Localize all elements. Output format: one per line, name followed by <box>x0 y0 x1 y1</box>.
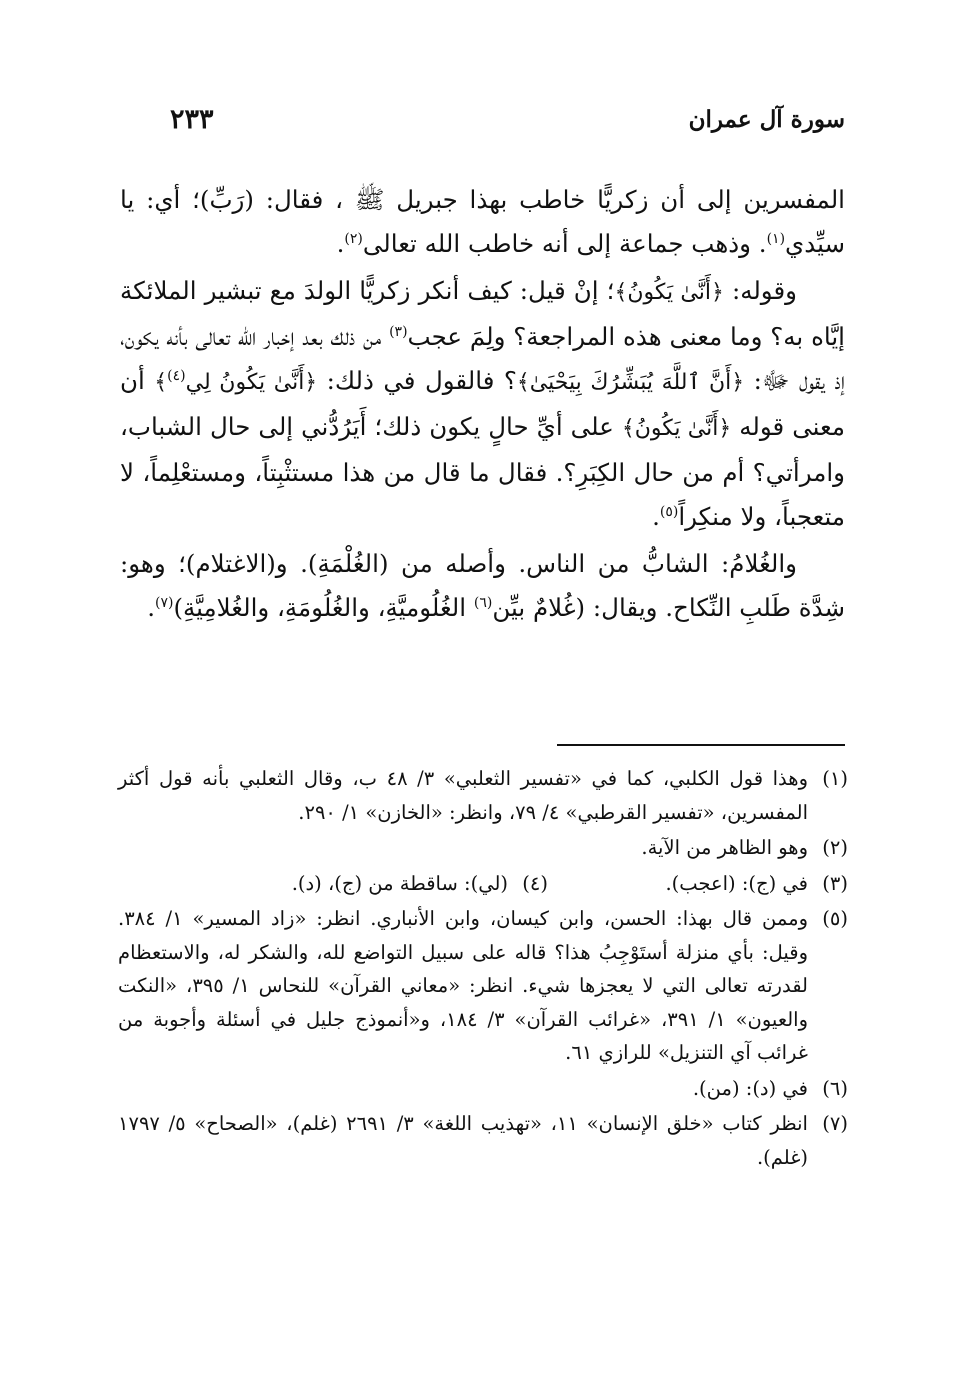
paragraph-3 <box>120 542 845 630</box>
footnote-number: (٣) <box>822 871 848 895</box>
footnote-4 <box>148 867 548 901</box>
quran-verse-close: ﴾ <box>154 370 168 395</box>
footnote-pair <box>118 867 848 901</box>
text-run: ؛ إنْ قيل: كيف أنكر زكريًّا الولدَ مع تبشير الملائكة إيَّاه به؟ وما معنى هذه المراجعة؟ ولِمَ عجب <box>120 276 845 351</box>
text-run: . وذهب جماعة إلى أنه خاطب الله تعالى <box>362 229 767 258</box>
quran-verse: ﴿أَنَّ ٱللَّهَ يُبَشِّرُكَ بِيَحْيَىٰ﴾ <box>516 370 745 395</box>
paragraph-1 <box>120 178 845 266</box>
footnote-number: (٧) <box>822 1112 848 1135</box>
footnote-number: (١) <box>822 767 848 790</box>
footnote-text: في (ج): (اعجب). <box>665 871 808 895</box>
text-run: والغُلامُ: الشابُّ من الناس. وأصله من (الغُلْمَةِ). و(الاغتلام)؛ وهو: شِدَّة طَلبِ النِّكاح. ويقال: (غُلامٌ بيِّن <box>120 549 845 622</box>
footnote-ref-3: (٣) <box>389 323 408 340</box>
footnote-1 <box>118 762 848 829</box>
paragraph-2 <box>120 269 845 539</box>
text-run: وقوله: <box>723 276 797 305</box>
footnote-text: وممن قال بهذا: الحسن، وابن كيسان، وابن الأنباري. انظر: «زاد المسير» ١/ ٣٨٤. وقيل: بأي منزلة أستَوْجِبُ هذا؟ قاله على سبيل التواضع لله، والشكر له، والاستعظام لقدرته تعالى التي لا يعجزها شيء. انظر: «معاني القرآن» للنحاس ١/ ٣٩٥، «النكت والعيون» ١/ ٣٩١، «غرائب القرآن» ٣/ ١٨٤، و«أنموذج جليل في أسئلة وأجوبة من غرائب آي التنزيل» للرازي ٦١. <box>118 907 809 1064</box>
footnote-text: في (د): (من). <box>692 1076 808 1100</box>
footnote-number: (٢) <box>822 836 848 859</box>
footnotes <box>118 762 848 1176</box>
quran-verse: ﴿أَنَّىٰ يَكُونُ﴾ <box>621 416 732 441</box>
footnote-text: (لي): ساقطة من (ج)، (د). <box>291 871 508 895</box>
footnote-text: وهو الظاهر من الآية. <box>641 836 808 859</box>
footnote-6 <box>118 1072 848 1106</box>
footnote-2 <box>118 831 848 865</box>
page-header <box>130 106 845 146</box>
text-run: ؟ فالقول في ذلك: <box>317 366 517 395</box>
footnote-number: (٥) <box>822 907 848 930</box>
surah-title: سورة آل عمران <box>688 106 845 133</box>
text-run: المفسرين إلى أن زكريًّا خاطب بهذا جبريل ﷺ ، فقال: (رَبِّ)؛ أي: يا سيِّدي <box>120 185 845 258</box>
quran-verse: ﴿أَنَّىٰ يَكُونُ لِي <box>185 370 318 395</box>
footnote-ref-5: (٥) <box>659 503 679 520</box>
footnote-text: انظر كتاب «خلق الإنسان» ١١، «تهذيب اللغة» ٣/ ٢٦٩١ (غلم)، «الصحاح» ٥/ ١٧٩٧ (غلم). <box>118 1112 808 1169</box>
page-number: ٢٣٣ <box>170 104 214 135</box>
footnote-3 <box>548 867 848 901</box>
footnote-ref-7: (٧) <box>154 594 174 611</box>
footnote-ref-1: (١) <box>766 230 786 247</box>
text-run: . <box>336 229 345 258</box>
footnote-7 <box>118 1107 848 1174</box>
footnote-5 <box>118 902 848 1070</box>
text-run: الغُلُوميَّةِ، والغُلُومَةِ، والغُلامِيَّةِ) <box>173 593 474 622</box>
text-run: . <box>652 502 660 531</box>
text-run: من ذلك بعد إخبار الله تعالى بأنه يكون، إذ يقول ﷻ: <box>120 322 845 395</box>
footnote-number: (٤) <box>522 871 548 895</box>
text-run: . <box>147 593 155 622</box>
text-run: أن معنى قوله <box>120 366 845 441</box>
footnote-ref-6: (٦) <box>473 594 493 611</box>
footnote-ref-2: (٢) <box>344 230 363 247</box>
text-run: على أيِّ حالٍ يكون ذلك؛ أَيَرُدُّني إلى حال الشباب، وامرأتي؟ أم من حال الكِبَرِ؟. فقال ما قال من هذا مستثْبِتاً، ومستعْلِماً، لا متعجباً، ولا منكِراً <box>120 412 845 531</box>
footnote-text: وهذا قول الكلبي، كما في «تفسير الثعلبي» ٣/ ٤٨ ب، وقال الثعلبي بأنه قول أكثر المفسرين، «تفسير القرطبي» ٤/ ٧٩، وانظر: «الخازن» ١/ ٢٩٠. <box>118 767 808 824</box>
footnote-ref-4: (٤) <box>167 367 186 384</box>
footnote-number: (٦) <box>822 1076 848 1100</box>
main-text <box>120 178 845 633</box>
quran-verse: ﴿أَنَّىٰ يَكُونُ﴾ <box>614 280 724 305</box>
footnote-divider <box>557 744 845 746</box>
